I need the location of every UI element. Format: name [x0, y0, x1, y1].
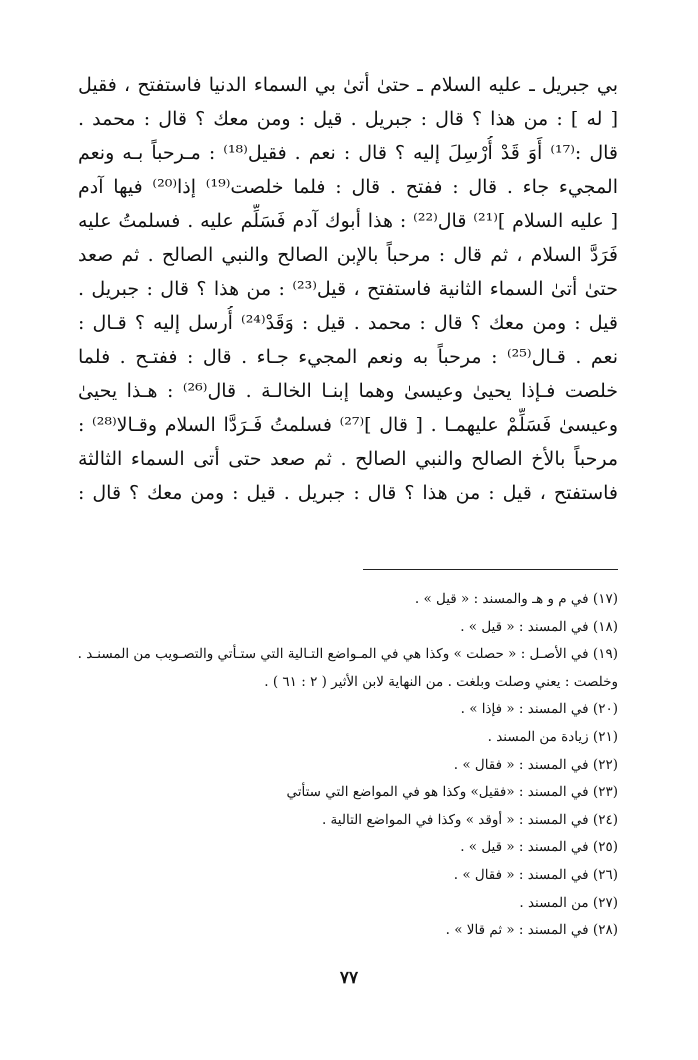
text-line: [ له ] : من هذا ؟ قال : جبريل . قيل : ومن معك ؟ قال : محمد . [78, 108, 618, 130]
footnote-25: (٢٥) في المسند : « قيل » . [460, 839, 618, 856]
text-line: قيل : ومن معك ؟ قال : محمد . قيل : وَقَدْ⁽²⁴⁾ أُرسل إليه ؟ قـال : [78, 312, 618, 334]
footnote-19: (١٩) في الأصـل : « حصلت » وكذا هي في المـواضع التـالية التي ستـأتي والتصـويب من المسنـد . [77, 646, 618, 663]
footnote-21: (٢١) زيادة من المسند . [487, 728, 618, 745]
footnote-28: (٢٨) في المسند : « ثم قالا » . [445, 922, 618, 939]
footnote-26: (٢٦) في المسند : « فقال » . [453, 866, 618, 883]
footnote-24: (٢٤) في المسند : « أوقد » وكذا في المواضع التالية . [321, 811, 618, 828]
text-line: وعيسىٰ فَسَلِّمْ عليهمـا . [ قال ]⁽²⁷⁾ فسلمتُ فَـرَدَّا السلام وقـالا⁽²⁸⁾ : [78, 414, 618, 436]
footnote-18: (١٨) في المسند : « قيل » . [460, 618, 618, 635]
text-line: خلصت فـإذا يحيىٰ وعيسىٰ وهما إبنـا الخالـة . قال⁽²⁶⁾ : هـذا يحيىٰ [78, 380, 618, 402]
text-line: قال :⁽¹⁷⁾ أَوَ قَدْ أُرْسِلَ إليه ؟ قال : نعم . فقيل⁽¹⁸⁾ : مـرحباً بـه ونعم [78, 142, 618, 164]
text-line: المجيء جاء . قال : ففتح . قال : فلما خلصت⁽¹⁹⁾ إذا⁽²⁰⁾ فيها آدم [78, 176, 618, 198]
footnote-22: (٢٢) في المسند : « فقال » . [453, 756, 618, 773]
text-line: نعم . قـال⁽²⁵⁾ : مرحباً به ونعم المجيء جـاء . قال : ففتـح . فلما [78, 346, 618, 368]
text-line: [ عليه السلام ]⁽²¹⁾ قال⁽²²⁾ : هذا أبوك آدم فَسَلِّم عليه . فسلمتُ عليه [78, 210, 618, 232]
footnote-27: (٢٧) من المسند . [519, 894, 618, 911]
footnote-17: (١٧) في م و هـ والمسند : « قيل » . [414, 591, 618, 607]
text-line: حتىٰ أتىٰ السماء الثانية فاستفتح ، قيل⁽²³⁾ : من هذا ؟ قال : جبريل . [78, 278, 618, 300]
page-number: ٧٧ [339, 968, 359, 988]
text-line: فَرَدَّ السلام ، ثم قال : مرحباً بالإبن الصالح والنبي الصالح . ثم صعد [78, 244, 618, 266]
footnotes [40, 586, 618, 945]
footnote-19-continuation: وخلصت : يعني وصلت وبلغت . من النهاية لابن الأثير ( ٢ : ٦١ ) . [264, 673, 618, 690]
main-text [78, 68, 618, 510]
footnote-divider [363, 569, 618, 570]
footnote-20: (٢٠) في المسند : « فإذا » . [460, 701, 618, 718]
text-line: مرحباً بالأخ الصالح والنبي الصالح . ثم صعد حتى أتى السماء الثالثة [78, 448, 618, 470]
text-line: فاستفتح ، قيل : من هذا ؟ قال : جبريل . قيل : ومن معك ؟ قال : [78, 482, 618, 504]
text-line: بي جبريل ـ عليه السلام ـ حتىٰ أتىٰ بي السماء الدنيا فاستفتح ، فقيل [78, 74, 618, 96]
footnote-23: (٢٣) في المسند : «فقيل» وكذا هو في المواضع التي ستأتي [286, 784, 618, 801]
